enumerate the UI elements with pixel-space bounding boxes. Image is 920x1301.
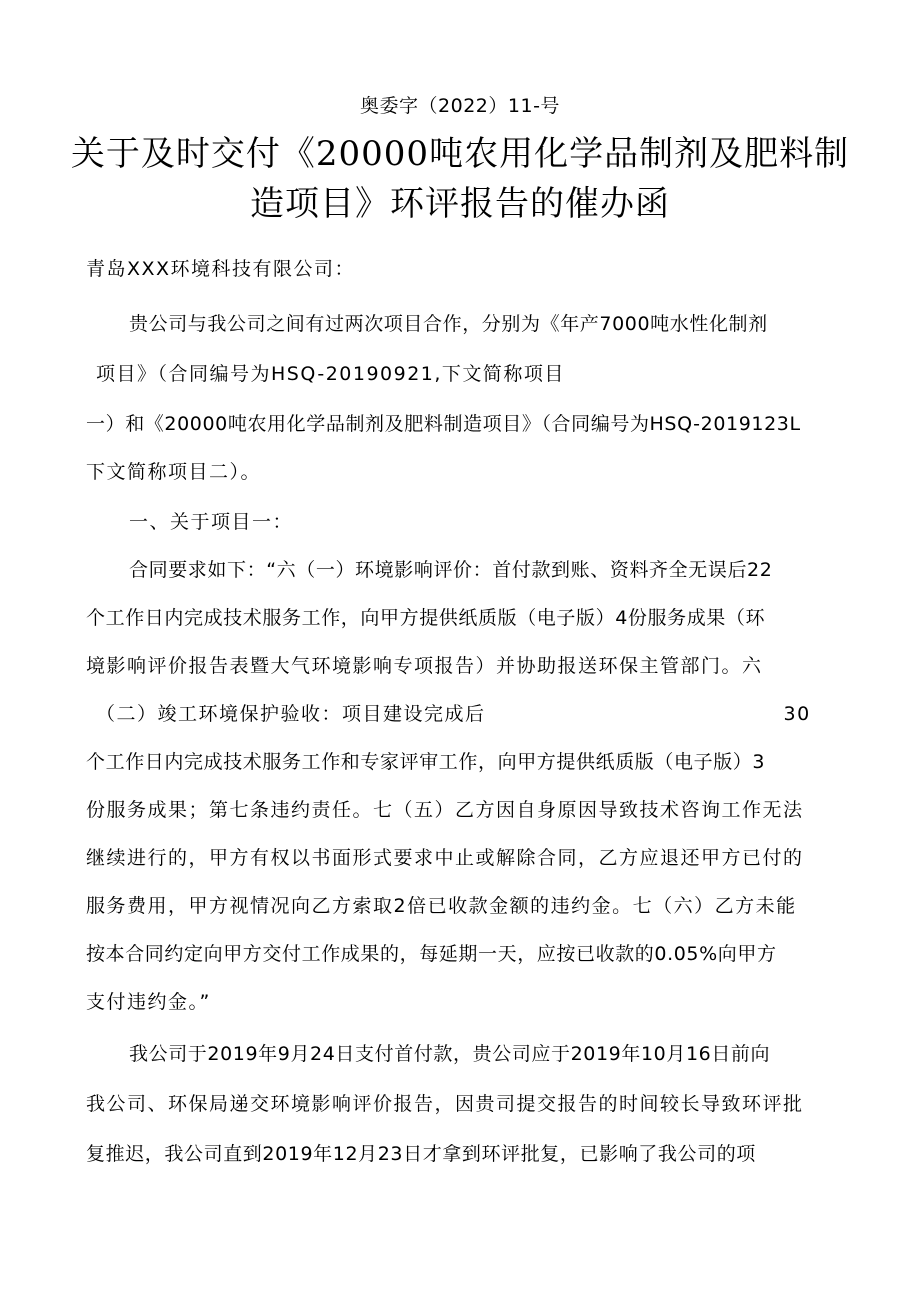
body-line: 贵公司与我公司之间有过两次项目合作，分别为《年产7000吨水性化制剂 (129, 313, 768, 335)
body-line: 个工作日内完成技术服务工作和专家评审工作，向甲方提供纸质版（电子版）3 (86, 751, 766, 773)
body-line: 按本合同约定向甲方交付工作成果的，每延期一天，应按已收款的0.05%向甲方 (86, 943, 777, 965)
body-line-number: 30 (783, 703, 811, 725)
body-line: 我公司于2019年9月24日支付首付款，贵公司应于2019年10月16日前向 (129, 1043, 771, 1065)
body-line: 复推迟，我公司直到2019年12月23日才拿到环评批复，已影响了我公司的项 (86, 1143, 756, 1165)
body-line: 份服务成果；第七条违约责任。七（五）乙方因自身原因导致技术咨询工作无法 (86, 799, 804, 821)
body-line: 合同要求如下：“六（一）环境影响评价：首付款到账、资料齐全无误后22 (129, 559, 773, 581)
body-line: 一）和《20000吨农用化学品制剂及肥料制造项目》（合同编号为HSQ-2019123L (86, 413, 801, 435)
body-line: 支付违约金。” (86, 991, 211, 1013)
body-line (96, 699, 811, 729)
document-number: 奥委字（2022）11-号 (360, 95, 560, 117)
body-line: 继续进行的，甲方有权以书面形式要求中止或解除合同，乙方应退还甲方已付的 (86, 847, 804, 869)
body-line: 我公司、环保局递交环境影响评价报告，因贵司提交报告的时间较长导致环评批 (86, 1093, 804, 1115)
document-title-line-1: 关于及时交付《20000吨农用化学品制剂及肥料制 (70, 134, 850, 174)
addressee: 青岛XXX环境科技有限公司： (86, 258, 356, 280)
body-line: 下文简称项目二）。 (86, 461, 262, 483)
body-line: 个工作日内完成技术服务工作，向甲方提供纸质版（电子版）4份服务成果（环 (86, 607, 766, 629)
body-line: 服务费用，甲方视情况向乙方索取2倍已收款金额的违约金。七（六）乙方未能 (86, 895, 797, 917)
body-line-text: （二）竣工环境保护验收：项目建设完成后 (96, 703, 486, 725)
body-line: 项目》（合同编号为HSQ-20190921,下文简称项目 (96, 363, 565, 385)
section-heading: 一、关于项目一： (129, 511, 294, 533)
document-title-line-2: 造项目》环评报告的催办函 (250, 184, 670, 224)
body-line: 境影响评价报告表暨大气环境影响专项报告）并协助报送环保主管部门。六 (86, 655, 763, 677)
